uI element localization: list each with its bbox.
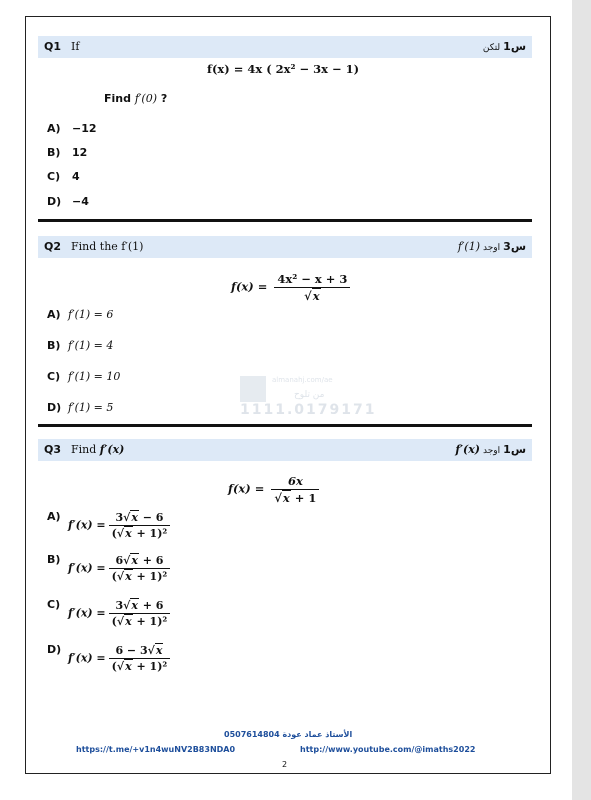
q2-eq-fraction — [274, 272, 350, 303]
watermark-code: 1111.0179171 — [240, 402, 377, 418]
q3-option-den-b: + 1)² — [132, 527, 168, 540]
q3-arabic-text: اوجد — [483, 446, 501, 456]
q3-option-den-a: ( — [111, 660, 117, 673]
q2-eq-numerator: 4x² − x + 3 — [274, 272, 350, 288]
q2-option-value: f′(1) = 10 — [68, 370, 121, 383]
q3-option-num-a: 6 − 3 — [115, 644, 148, 657]
q3-option-num-sqrt: x — [131, 599, 138, 612]
q2-arabic-number: س3 — [503, 240, 526, 253]
q3-option-den-sqrt: x — [125, 660, 132, 673]
q3-prompt-expr: f′(x) — [99, 443, 125, 456]
q3-option-fraction — [109, 599, 171, 628]
q3-option-denominator: (√x + 1)² — [111, 615, 168, 628]
section-divider — [38, 219, 532, 222]
q3-option-lhs: f′(x) = — [68, 561, 106, 575]
q3-option-den-b: + 1)² — [132, 615, 168, 628]
q3-header — [38, 439, 532, 461]
footer-youtube-link[interactable]: http://www.youtube.com/@imaths2022 — [300, 745, 476, 754]
q3-option-num-a: 3 — [115, 511, 124, 524]
q2-arabic-text: اوجد — [483, 243, 501, 253]
q3-option-den-a: ( — [111, 527, 117, 540]
q3-number: Q3 — [44, 443, 62, 456]
q2-equation — [231, 272, 350, 303]
q3-option-formula — [68, 599, 170, 628]
q3-option-num-sqrt: x — [155, 644, 163, 657]
q3-eq-numerator: 6x — [271, 474, 319, 490]
q3-eq-sqrt: x — [282, 491, 290, 505]
q3-option-denominator: (√x + 1)² — [111, 527, 168, 540]
q3-option-formula — [68, 554, 170, 583]
watermark-site: almanahj.com/ae — [272, 376, 333, 384]
q1-arabic — [480, 40, 526, 53]
q3-option-label: B) — [47, 553, 61, 566]
watermark-arabic: من تلوح — [294, 390, 325, 400]
q3-option-numerator: 3√x + 6 — [109, 599, 171, 614]
q3-option-fraction — [109, 554, 171, 583]
q1-number: Q1 — [44, 40, 62, 53]
q2-option-value: f′(1) = 4 — [68, 339, 114, 352]
q2-eq-sqrt: x — [312, 289, 320, 303]
q2-option-label: C) — [47, 370, 61, 383]
q3-option-numerator: 6 − 3√x — [109, 644, 171, 659]
footer-telegram-link[interactable]: https://t.me/+v1n4wuNV2B83NDA0 — [76, 745, 236, 754]
q3-option-den-b: + 1)² — [132, 570, 168, 583]
q3-option-den-sqrt: x — [125, 615, 132, 628]
q3-option-num-b: + 6 — [138, 554, 164, 567]
q2-option-label: A) — [47, 308, 61, 321]
q2-eq-denominator: √x — [304, 289, 320, 303]
q1-find — [104, 92, 167, 105]
q3-option-den-a: ( — [111, 615, 117, 628]
q2-arabic-expr: f′(1) — [457, 240, 481, 253]
q2-arabic — [458, 240, 526, 253]
q3-option-formula — [68, 644, 170, 673]
q1-option-label: B) — [47, 146, 61, 159]
watermark-logo-icon — [240, 376, 266, 402]
q1-option-label: C) — [47, 170, 61, 183]
q1-find-expr: f′(0) — [134, 92, 157, 105]
q3-option-numerator: 6√x + 6 — [109, 554, 171, 569]
q3-option-label: C) — [47, 598, 61, 611]
q1-header — [38, 36, 532, 58]
q2-header — [38, 236, 532, 258]
q1-equation: f(x) = 4x ( 2x² − 3x − 1) — [207, 62, 360, 76]
q3-option-denominator: (√x + 1)² — [111, 660, 168, 673]
q1-option-value: −4 — [72, 195, 89, 208]
footer-teacher: الأستاذ عماد عودة 0507614804 — [224, 730, 353, 739]
q3-option-formula — [68, 511, 170, 540]
q3-prompt — [71, 443, 124, 456]
q3-option-num-b: − 6 — [138, 511, 164, 524]
q3-option-lhs: f′(x) = — [68, 606, 106, 620]
q1-option-value: −12 — [72, 122, 97, 135]
q1-arabic-text: لتكن — [482, 43, 501, 53]
q1-prompt: If — [71, 40, 80, 53]
q3-option-numerator: 3√x − 6 — [109, 511, 171, 526]
q3-arabic-expr: f′(x) — [455, 443, 481, 456]
q3-option-num-a: 6 — [115, 554, 124, 567]
q3-option-den-a: ( — [111, 570, 117, 583]
watermark — [232, 372, 377, 422]
q3-option-num-sqrt: x — [131, 511, 138, 524]
q1-find-word: Find — [104, 92, 131, 105]
q3-option-lhs: f′(x) = — [68, 518, 106, 532]
q3-option-label: A) — [47, 510, 61, 523]
q3-eq-lhs: f(x) = — [228, 481, 265, 496]
q3-option-den-sqrt: x — [125, 527, 132, 540]
q3-option-num-b: + 6 — [138, 599, 164, 612]
q3-option-num-a: 3 — [115, 599, 124, 612]
q3-option-label: D) — [47, 643, 62, 656]
q3-option-fraction — [109, 511, 171, 540]
q2-prompt: Find the f′(1) — [71, 240, 144, 253]
q3-arabic-number: س1 — [503, 443, 526, 456]
q2-option-label: B) — [47, 339, 61, 352]
q3-option-num-sqrt: x — [131, 554, 138, 567]
q3-option-lhs: f′(x) = — [68, 651, 106, 665]
q1-find-question: ? — [160, 92, 168, 105]
q1-arabic-number: س1 — [503, 40, 526, 53]
q3-arabic — [455, 443, 526, 456]
q3-option-den-sqrt: x — [125, 570, 132, 583]
page-gutter — [572, 0, 591, 800]
q3-eq-den-rest: + 1 — [290, 491, 317, 505]
q3-eq-denominator: √x + 1 — [274, 491, 317, 505]
page-number: 2 — [282, 760, 288, 769]
q2-number: Q2 — [44, 240, 62, 253]
q2-option-value: f′(1) = 5 — [68, 401, 114, 414]
q3-option-denominator: (√x + 1)² — [111, 570, 168, 583]
q1-option-label: D) — [47, 195, 62, 208]
section-divider — [38, 424, 532, 427]
q3-equation — [228, 474, 319, 505]
q3-option-den-b: + 1)² — [132, 660, 168, 673]
q2-option-label: D) — [47, 401, 62, 414]
q1-option-label: A) — [47, 122, 61, 135]
q1-option-value: 4 — [72, 170, 80, 183]
q1-option-value: 12 — [72, 146, 88, 159]
q2-option-value: f′(1) = 6 — [68, 308, 114, 321]
q3-option-fraction — [109, 644, 171, 673]
q2-eq-lhs: f(x) = — [231, 279, 268, 294]
q3-prompt-word: Find — [71, 443, 97, 456]
q3-eq-fraction — [271, 474, 319, 505]
